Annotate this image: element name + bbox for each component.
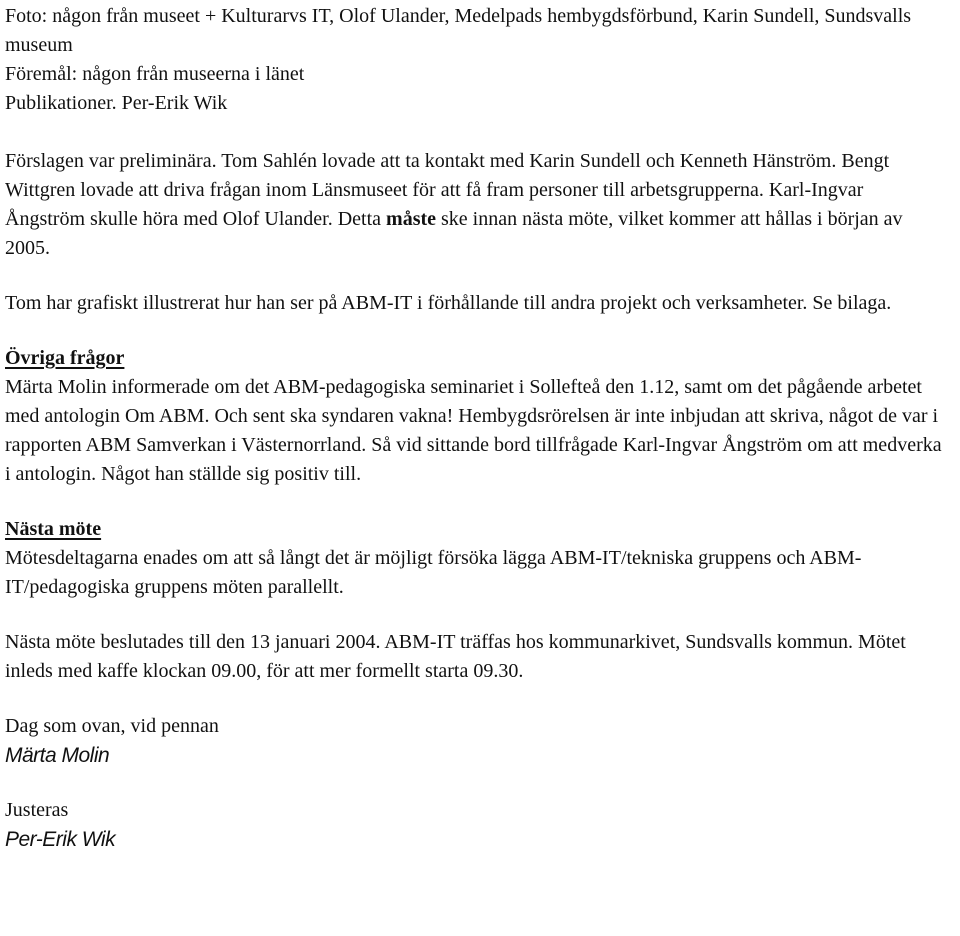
next-meeting-heading: Nästa möte — [5, 518, 102, 540]
proposals-text-before: Förslagen var preliminära. Tom Sahlén lovade att ta kontakt med Karin Sundell och Kenneth Hänström. Bengt Wittgren lovade att driva frågan inom Länsmuseet för att få fram personer till arbetsgrupperna. Karl-Ingvar Ångström skulle höra med Olof Ulander. Detta — [5, 150, 890, 230]
intro-foremal-line: Föremål: någon från museerna i länet — [5, 63, 305, 85]
other-questions-heading: Övriga frågor — [5, 347, 125, 369]
proposals-bold-word: måste — [386, 208, 437, 230]
graphic-paragraph: Tom har grafiskt illustrerat hur han ser på ABM-IT i förhållande till andra projekt och verksamheter. Se bilaga. — [5, 292, 892, 314]
intro-publikationer-line: Publikationer. Per-Erik Wik — [5, 92, 228, 114]
secretary-signature: Märta Molin — [5, 744, 110, 767]
intro-foto-line: Foto: någon från museet + Kulturarvs IT, Olof Ulander, Medelpads hembygdsförbund, Karin Sundell, Sundsvalls museum — [5, 5, 912, 56]
other-questions-paragraph: Märta Molin informerade om det ABM-pedagogiska seminariet i Sollefteå den 1.12, samt om det pågående arbetet med antologin Om ABM. Och sent ska syndaren vakna! Hembygdsrörelsen är inte inbjudan att skriva, något de var i rapporten ABM Samverkan i Västernorrland. Så vid sittande bord tillfrågade Karl-Ingvar Ångström om att medverka i antologin. Något han ställde sig positiv till. — [5, 376, 942, 485]
adjuster-signature: Per-Erik Wik — [5, 828, 116, 851]
closing-date-line: Dag som ovan, vid pennan — [5, 715, 219, 737]
adjusted-label: Justeras — [5, 799, 69, 821]
next-meeting-paragraph: Mötesdeltagarna enades om att så långt det är möjligt försöka lägga ABM-IT/tekniska gruppens och ABM-IT/pedagogiska gruppens möten parallellt. — [5, 547, 862, 598]
proposals-text-after: ske innan nästa möte, vilket kommer att hållas i början av 2005. — [5, 208, 903, 259]
proposals-paragraph — [5, 147, 946, 263]
next-meeting-decision-paragraph: Nästa möte beslutades till den 13 januari 2004. ABM-IT träffas hos kommunarkivet, Sundsvalls kommun. Mötet inleds med kaffe klockan 09.00, för att mer formellt starta 09.30. — [5, 631, 906, 682]
